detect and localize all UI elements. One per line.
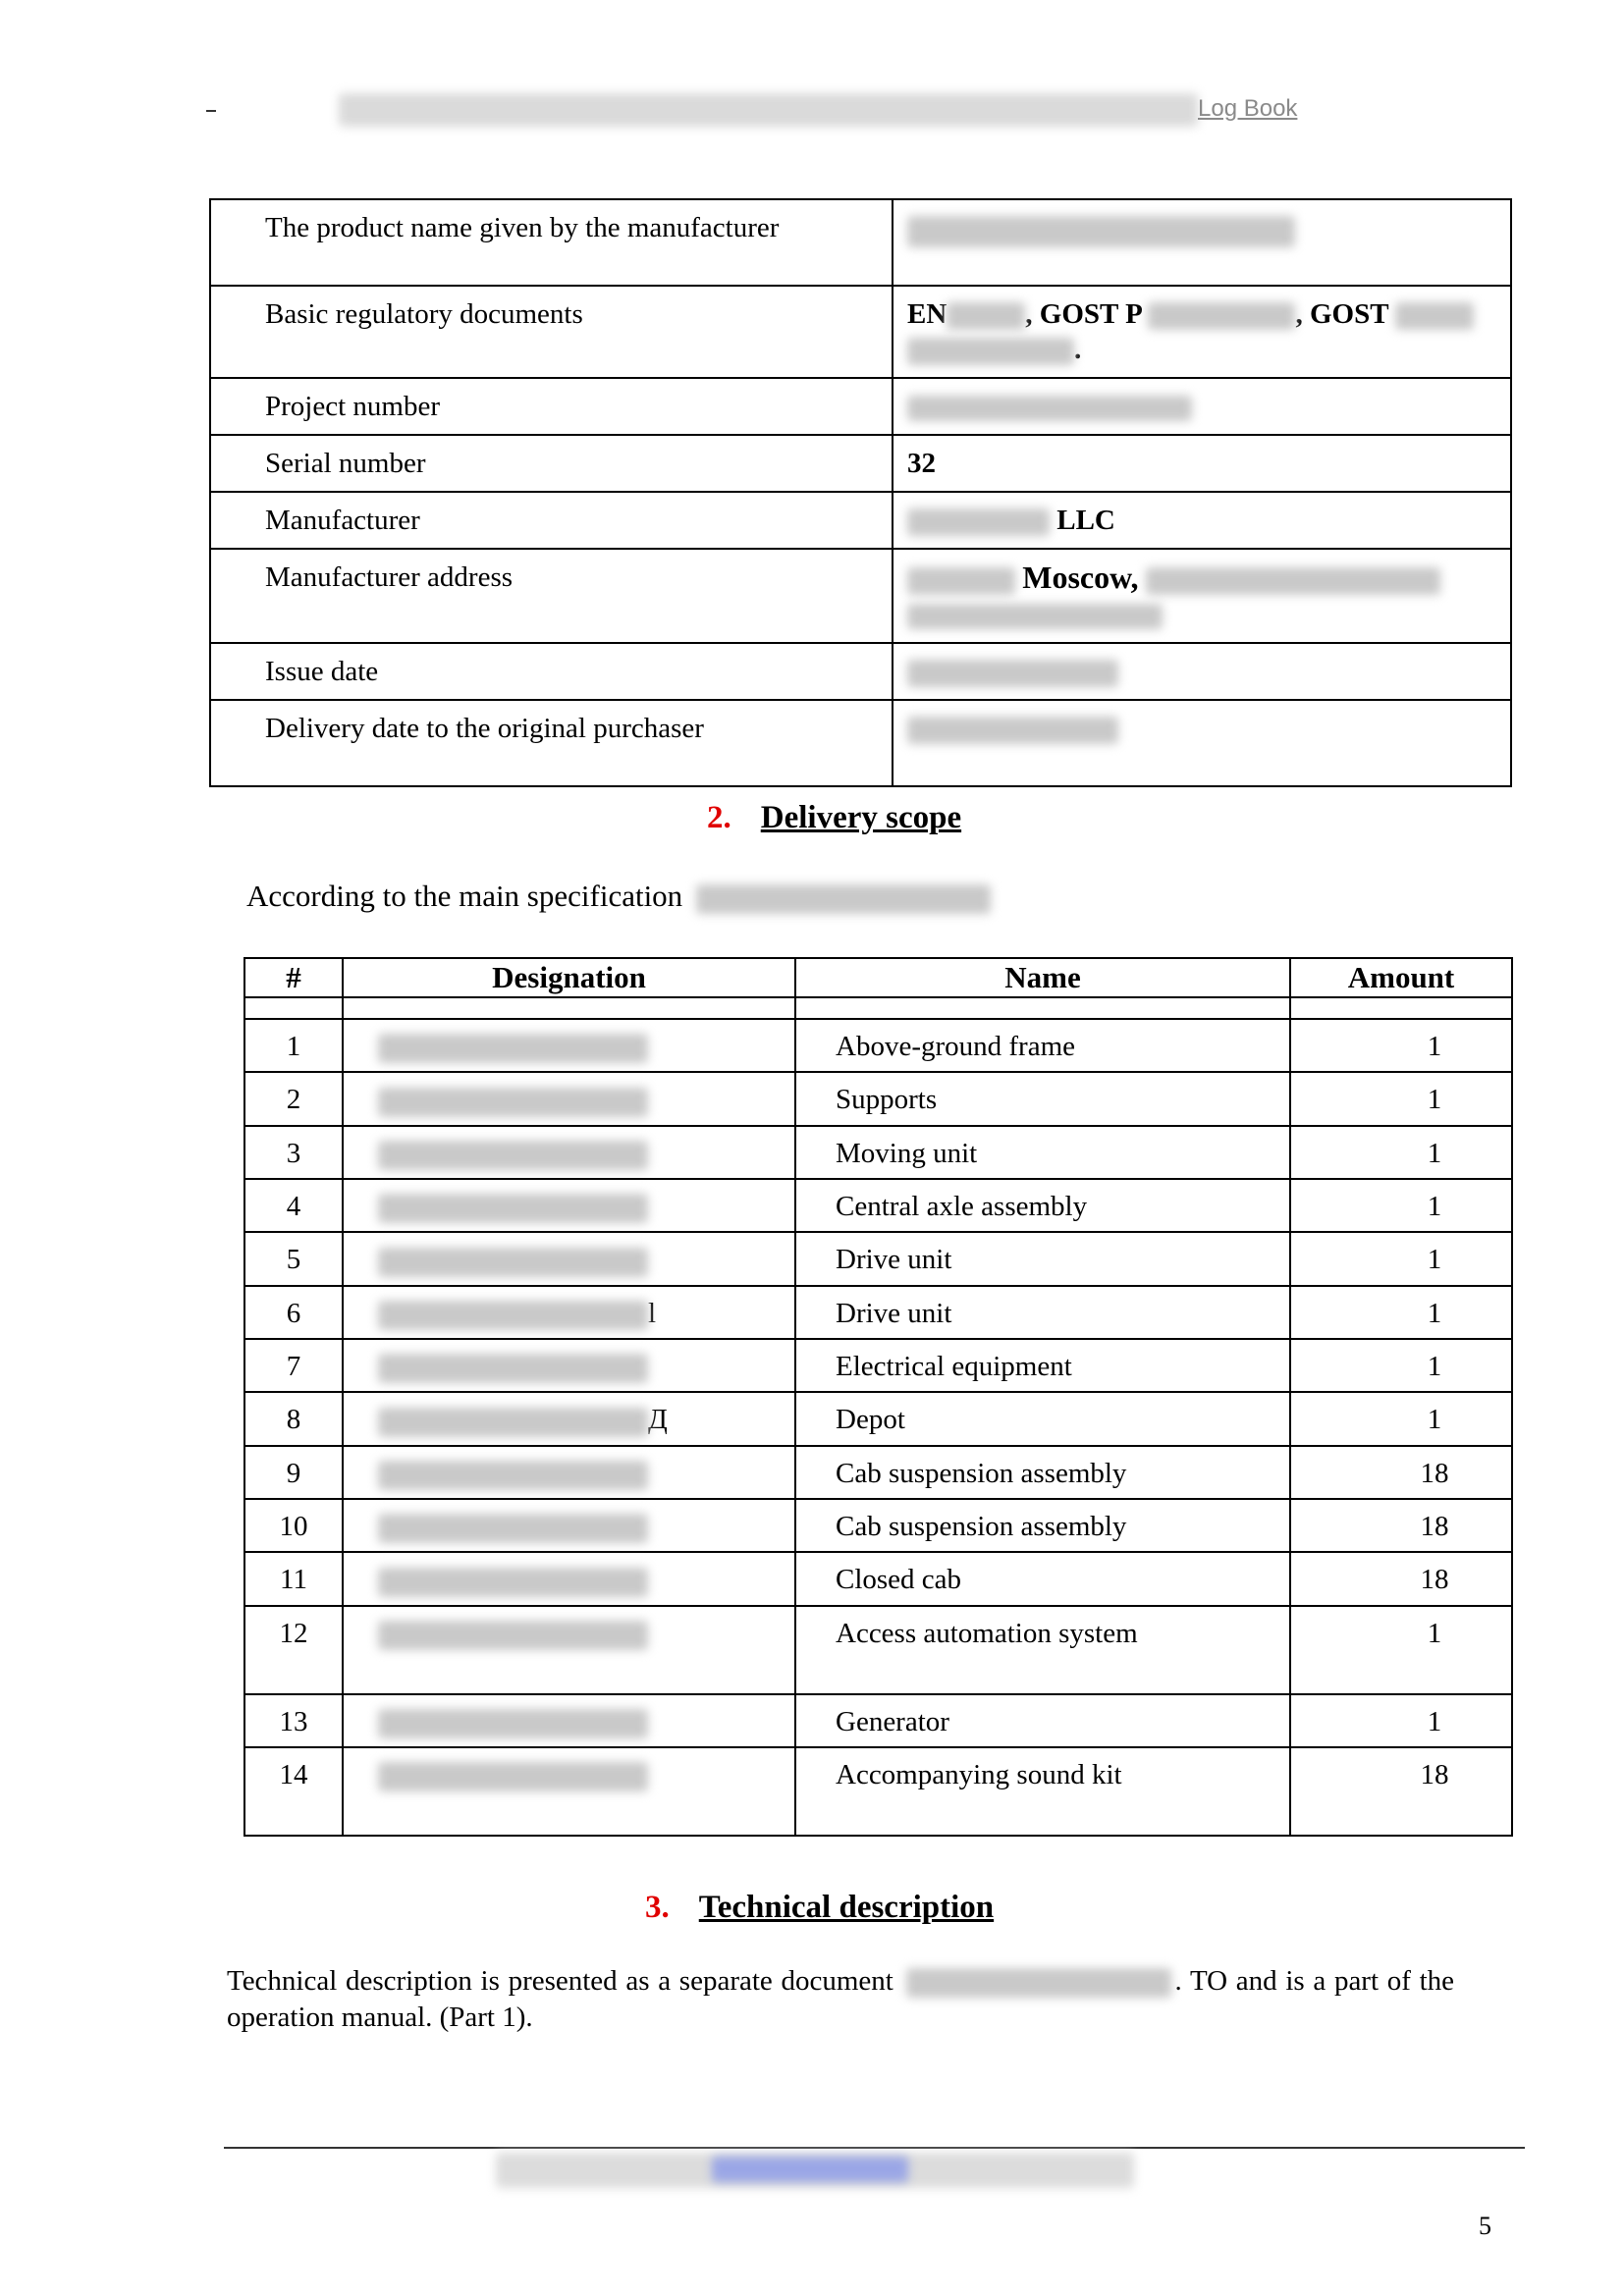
table-row [210, 492, 1511, 549]
cell-num: 5 [244, 1232, 343, 1285]
col-header-designation: Designation [343, 958, 795, 997]
redacted-designation [378, 1194, 648, 1223]
redacted-value [907, 396, 1192, 421]
value-issue-date [893, 643, 1511, 700]
cell-amount: 1 [1290, 1232, 1512, 1285]
table-row [244, 1747, 1512, 1836]
cell-name: Generator [795, 1694, 1290, 1747]
cell-num: 1 [244, 1019, 343, 1072]
cell-name: Electrical equipment [795, 1339, 1290, 1392]
cell-amount: 1 [1290, 1694, 1512, 1747]
cell-designation [343, 1019, 795, 1072]
cell-amount: 1 [1290, 1019, 1512, 1072]
cell-designation [343, 1286, 795, 1339]
paragraph-text-start: Technical description is presented as a separate document [227, 1965, 893, 1997]
address-city: Moscow, [1022, 560, 1139, 595]
col-header-num: # [244, 958, 343, 997]
cell-num: 13 [244, 1694, 343, 1747]
redacted-designation [378, 1568, 648, 1597]
cell-num: 10 [244, 1499, 343, 1552]
cell-amount: 1 [1290, 1126, 1512, 1179]
redacted-designation [378, 1141, 648, 1170]
value-regulatory-docs [893, 286, 1511, 378]
section-heading-technical-description [645, 1890, 994, 1926]
cell-designation [343, 1499, 795, 1552]
cell-name: Accompanying sound kit [795, 1747, 1290, 1836]
cell-designation [343, 1747, 795, 1836]
redacted-designation [378, 1301, 648, 1330]
redacted-value [1148, 302, 1295, 330]
cell-num: 4 [244, 1179, 343, 1232]
col-header-name: Name [795, 958, 1290, 997]
cell-num: 3 [244, 1126, 343, 1179]
label-serial-number: Serial number [210, 435, 893, 492]
paragraph-text-end: . TO and is a part of the operation manual. (Part 1). [227, 1965, 1454, 2033]
page-number: 5 [1479, 2212, 1491, 2240]
cell-designation [343, 1392, 795, 1445]
table-row [244, 1126, 1512, 1179]
table-row-empty [244, 997, 1512, 1019]
table-row [210, 199, 1511, 286]
redacted-footer-link[interactable] [712, 2157, 908, 2182]
header-dash [206, 110, 216, 112]
cell-num: 11 [244, 1552, 343, 1605]
cell-amount: 18 [1290, 1552, 1512, 1605]
table-row [244, 1499, 1512, 1552]
cell-num: 6 [244, 1286, 343, 1339]
redacted-value [907, 508, 1050, 536]
technical-description-paragraph [227, 1963, 1454, 2036]
label-manufacturer: Manufacturer [210, 492, 893, 549]
table-row [244, 1392, 1512, 1445]
label-issue-date: Issue date [210, 643, 893, 700]
cell-designation [343, 1339, 795, 1392]
delivery-intro [246, 879, 991, 914]
table-row [244, 1339, 1512, 1392]
section-heading-delivery-scope [707, 800, 961, 836]
redacted-value [1395, 302, 1474, 330]
cell-num: 7 [244, 1339, 343, 1392]
cell-name: Drive unit [795, 1232, 1290, 1285]
cell-designation [343, 1446, 795, 1499]
label-product-name: The product name given by the manufacturer [210, 199, 893, 286]
table-row [210, 549, 1511, 643]
table-row [210, 286, 1511, 378]
cell-designation [343, 1552, 795, 1605]
cell-name: Depot [795, 1392, 1290, 1445]
cell-amount: 18 [1290, 1499, 1512, 1552]
cell-designation [343, 1232, 795, 1285]
redacted-value [907, 567, 1015, 595]
cell-designation [343, 1179, 795, 1232]
std-period: . [1074, 334, 1082, 365]
redacted-value [907, 604, 1163, 629]
cell-designation [343, 1606, 795, 1694]
label-delivery-date: Delivery date to the original purchaser [210, 700, 893, 786]
table-row [244, 1072, 1512, 1125]
redacted-designation [378, 1461, 648, 1490]
table-row [244, 1446, 1512, 1499]
value-project-number [893, 378, 1511, 435]
cell-designation [343, 1072, 795, 1125]
table-row [210, 643, 1511, 700]
table-row [244, 1286, 1512, 1339]
cell-designation [343, 1694, 795, 1747]
redacted-designation [378, 1034, 648, 1063]
cell-name: Moving unit [795, 1126, 1290, 1179]
redacted-designation [378, 1408, 648, 1437]
header-log-book-link[interactable]: Log Book [1198, 95, 1298, 122]
std-gost: , GOST [1295, 298, 1389, 330]
label-project-number: Project number [210, 378, 893, 435]
cell-name: Cab suspension assembly [795, 1446, 1290, 1499]
cell-designation [343, 1126, 795, 1179]
table-row [244, 1606, 1512, 1694]
redacted-document-id [906, 1968, 1171, 1998]
value-manufacturer [893, 492, 1511, 549]
redacted-designation [378, 1514, 648, 1543]
col-header-amount: Amount [1290, 958, 1512, 997]
redacted-designation [378, 1709, 648, 1738]
table-header-row [244, 958, 1512, 997]
value-manufacturer-address [893, 549, 1511, 643]
delivery-scope-table [244, 957, 1513, 1837]
table-row [244, 1694, 1512, 1747]
cell-name: Drive unit [795, 1286, 1290, 1339]
cell-num: 12 [244, 1606, 343, 1694]
table-row [244, 1179, 1512, 1232]
label-regulatory-docs: Basic regulatory documents [210, 286, 893, 378]
cell-amount: 18 [1290, 1446, 1512, 1499]
cell-name: Above-ground frame [795, 1019, 1290, 1072]
cell-num: 14 [244, 1747, 343, 1836]
cell-name: Cab suspension assembly [795, 1499, 1290, 1552]
table-row [210, 435, 1511, 492]
table-row [244, 1019, 1512, 1072]
redacted-value [1146, 567, 1440, 595]
cell-name: Closed cab [795, 1552, 1290, 1605]
cell-amount: 1 [1290, 1392, 1512, 1445]
cell-name: Access automation system [795, 1606, 1290, 1694]
redacted-designation [378, 1354, 648, 1383]
redacted-designation [378, 1248, 648, 1277]
redacted-header-text [339, 93, 1198, 127]
redacted-designation [378, 1762, 648, 1791]
value-delivery-date [893, 700, 1511, 786]
redacted-specification [696, 884, 991, 914]
cell-amount: 1 [1290, 1072, 1512, 1125]
value-serial-number: 32 [893, 435, 1511, 492]
redacted-value [907, 338, 1074, 365]
redacted-designation [378, 1088, 648, 1117]
table-row [210, 378, 1511, 435]
cell-num: 2 [244, 1072, 343, 1125]
redacted-value [907, 216, 1295, 247]
cell-amount: 18 [1290, 1747, 1512, 1836]
redacted-value [907, 717, 1118, 744]
designation-suffix: l [648, 1297, 657, 1329]
cell-num: 9 [244, 1446, 343, 1499]
manufacturer-suffix: LLC [1056, 505, 1115, 536]
std-gost-p: , GOST P [1025, 298, 1142, 330]
redacted-value [907, 660, 1118, 687]
redacted-designation [378, 1621, 648, 1650]
table-row [244, 1232, 1512, 1285]
product-info-table [209, 198, 1512, 787]
table-row [210, 700, 1511, 786]
std-en: EN [907, 298, 947, 330]
intro-text: According to the main specification [246, 879, 683, 913]
label-manufacturer-address: Manufacturer address [210, 549, 893, 643]
cell-amount: 1 [1290, 1339, 1512, 1392]
designation-suffix: Д [648, 1404, 668, 1436]
footer-rule [224, 2147, 1525, 2149]
redacted-value [947, 302, 1025, 330]
cell-amount: 1 [1290, 1606, 1512, 1694]
section-title: Technical description [698, 1890, 995, 1925]
section-number: 3. [645, 1890, 670, 1925]
section-title: Delivery scope [760, 800, 962, 835]
value-product-name [893, 199, 1511, 286]
cell-amount: 1 [1290, 1179, 1512, 1232]
section-number: 2. [707, 800, 731, 835]
cell-name: Central axle assembly [795, 1179, 1290, 1232]
table-row [244, 1552, 1512, 1605]
cell-amount: 1 [1290, 1286, 1512, 1339]
cell-num: 8 [244, 1392, 343, 1445]
cell-name: Supports [795, 1072, 1290, 1125]
